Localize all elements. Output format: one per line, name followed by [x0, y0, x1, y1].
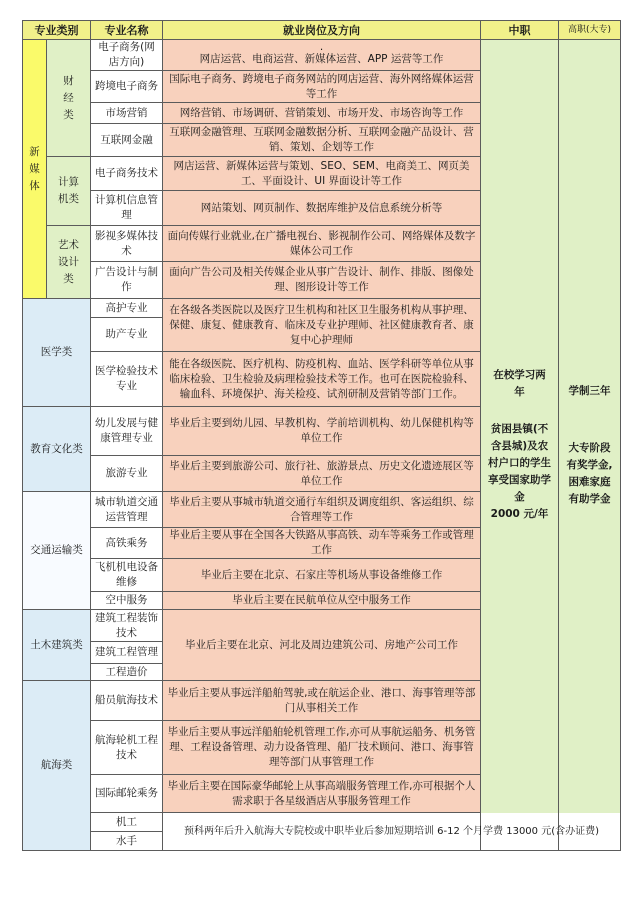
job-desc: 毕业后主要从事城市轨道交通行车组织及调度组织、客运组织、综合管理等工作	[163, 492, 481, 528]
job-desc: 面向传媒行业就业,在广播电视台、影视制作公司、网络媒体及数字媒体公司工作	[163, 226, 481, 262]
major-name: 跨境电子商务	[91, 71, 163, 103]
job-desc: 毕业后主要从事在全国各大铁路从事高铁、动车等乘务工作或管理工作	[163, 528, 481, 559]
job-desc: 毕业后主要在民航单位从空中服务工作	[163, 592, 481, 610]
major-table	[22, 20, 621, 851]
category-xinmeiti: 新媒体	[23, 40, 47, 299]
job-desc: 毕业后主要从事远洋船舶轮机管理工作,亦可从事航运船务、机务管理、工程设备管理、动力设备管理、船厂技术顾问、港口、海事管理等部门从事管理工作	[163, 721, 481, 775]
category-yixue: 医学类	[23, 299, 91, 407]
major-name: 广告设计与制作	[91, 262, 163, 299]
major-name: 飞机机电设备维修	[91, 559, 163, 592]
major-name: 建筑工程管理	[91, 642, 163, 664]
table-row	[23, 813, 621, 832]
major-name: 国际邮轮乘务	[91, 775, 163, 813]
job-desc: 毕业后主要在北京、石家庄等机场从事设备维修工作	[163, 559, 481, 592]
major-name: 市场营销	[91, 103, 163, 124]
header-row	[23, 21, 621, 40]
page	[22, 20, 620, 851]
job-dot: .	[319, 41, 324, 53]
major-name: 影视多媒体技术	[91, 226, 163, 262]
header-zhongzhi: 中职	[481, 21, 559, 40]
zhongzhi-subsidy: 贫困县镇(不含县城)及农村户口的学生享受国家助学金	[488, 423, 551, 503]
header-gaozhi: 高职(大专)	[559, 21, 621, 40]
major-name: 助产专业	[91, 318, 163, 352]
major-name: 旅游专业	[91, 456, 163, 492]
header-major: 专业名称	[91, 21, 163, 40]
major-name: 高护专业	[91, 299, 163, 318]
header-category: 专业类别	[23, 21, 91, 40]
category-hanghai: 航海类	[23, 681, 91, 851]
major-name: 互联网金融	[91, 124, 163, 157]
major-name: 医学检验技术专业	[91, 352, 163, 407]
job-desc: 国际电子商务、跨境电子商务网站的网店运营、海外网络媒体运营等工作	[163, 71, 481, 103]
job-text: 网店运营、电商运营、新媒体运营、APP 运营等工作	[199, 53, 444, 65]
major-name: 高铁乘务	[91, 528, 163, 559]
zhongzhi-amount: 2000 元/年	[490, 508, 549, 520]
group-caijing: 财经类	[47, 40, 91, 157]
job-desc: 面向广告公司及相关传媒企业从事广告设计、制作、排版、图像处理、图形设计等工作	[163, 262, 481, 299]
major-name: 幼儿发展与健康管理专业	[91, 407, 163, 456]
major-name: 工程造价	[91, 664, 163, 681]
job-desc: 毕业后主要到旅游公司、旅行社、旅游景点、历史文化遗迹展区等单位工作	[163, 456, 481, 492]
category-tumu: 土木建筑类	[23, 610, 91, 681]
major-name: 城市轨道交通运营管理	[91, 492, 163, 528]
job-desc: 能在各级医院、医疗机构、防疫机构、血站、医学科研等单位从事临床检验、卫生检验及病理检验技术等工作。也可在医院检验科、输血科、环境保护、海关检疫、试剂研制及营销等部门工作。	[163, 352, 481, 407]
job-desc: 在各级各类医院以及医疗卫生机构和社区卫生服务机构从事护理、保健、康复、健康教育、临床及专业护理师、社区健康教育者、康复中心护理师	[163, 299, 481, 352]
job-desc: 毕业后主要到幼儿园、早教机构、学前培训机构、幼儿保健机构等单位工作	[163, 407, 481, 456]
group-yishu: 艺术设计类	[47, 226, 91, 299]
major-name: 空中服务	[91, 592, 163, 610]
zhongzhi-info	[481, 40, 559, 851]
major-name: 电子商务技术	[91, 157, 163, 191]
category-jiaotong: 交通运输类	[23, 492, 91, 610]
major-name: 航海轮机工程技术	[91, 721, 163, 775]
major-name: 计算机信息管理	[91, 191, 163, 226]
gaozhi-info	[559, 40, 621, 851]
job-desc-training: 预科两年后升入航海大专院校或中职毕业后参加短期培训 6-12 个月学费 13000 元(含办证费)	[163, 813, 621, 851]
job-desc	[163, 40, 481, 71]
job-desc: 网络营销、市场调研、营销策划、市场开发、市场咨询等工作	[163, 103, 481, 124]
major-name: 建筑工程装饰技术	[91, 610, 163, 642]
job-desc: 毕业后主要在国际豪华邮轮上从事高端服务管理工作,亦可根据个人需求职于各星级酒店从事服务管理工作	[163, 775, 481, 813]
major-name: 船员航海技术	[91, 681, 163, 721]
job-desc: 网站策划、网页制作、数据库维护及信息系统分析等	[163, 191, 481, 226]
header-jobs: 就业岗位及方向	[163, 21, 481, 40]
category-jiaoyu: 教育文化类	[23, 407, 91, 492]
zhongzhi-duration: 在校学习两年	[493, 369, 546, 398]
job-desc: 毕业后主要从事远洋船舶驾驶,或在航运企业、港口、海事管理等部门从事相关工作	[163, 681, 481, 721]
group-jisuanji: 计算机类	[47, 157, 91, 226]
gaozhi-duration: 学制三年	[568, 384, 611, 397]
job-desc: 网店运营、新媒体运营与策划、SEO、SEM、电商美工、网页美工、平面设计、UI 界面设计等工作	[163, 157, 481, 191]
table-row	[23, 40, 621, 71]
major-name: 电子商务(网店方向)	[91, 40, 163, 71]
gaozhi-scholarship: 大专阶段有奖学金,困难家庭有助学金	[566, 441, 613, 505]
major-name: 水手	[91, 832, 163, 851]
job-desc: 互联网金融管理、互联网金融数据分析、互联网金融产品设计、营销、策划、企划等工作	[163, 124, 481, 157]
major-name: 机工	[91, 813, 163, 832]
job-desc: 毕业后主要在北京、河北及周边建筑公司、房地产公司工作	[163, 610, 481, 681]
